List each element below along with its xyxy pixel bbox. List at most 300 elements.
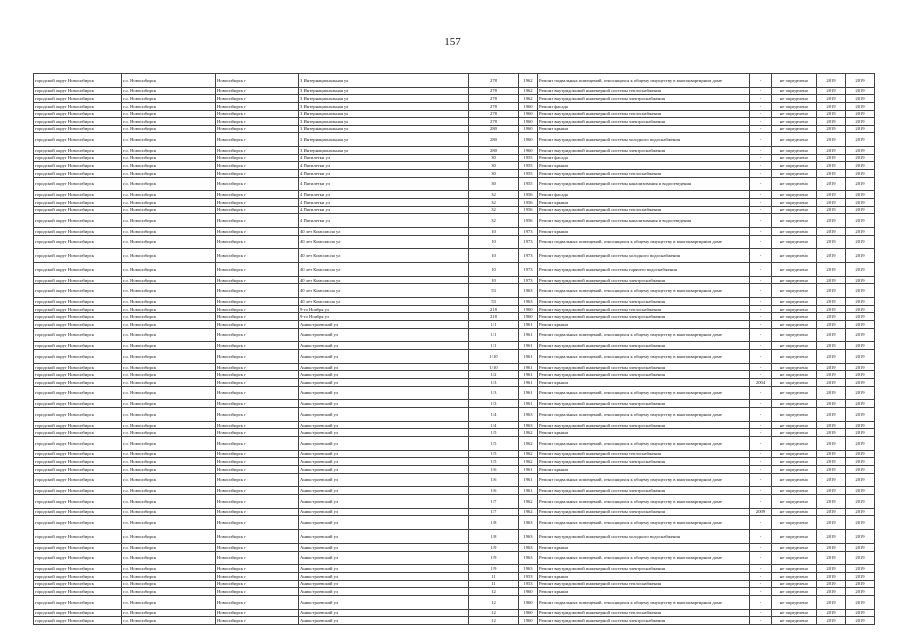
cell-status: не определено [772,458,817,466]
cell-start: 2019 [817,350,846,364]
cell-work: Ремонт внутридомовой инженерной системы электроснабжения [538,298,750,306]
cell-district: городской округ Новосибирск [34,133,122,147]
cell-locality: Новосибирск г [216,363,299,371]
cell-year: 1962 [519,494,538,508]
cell-district: городской округ Новосибирск [34,465,122,473]
cell-end: 2019 [846,408,875,422]
cell-street: 3 Интернациональная ул [299,87,469,95]
cell-district: городской округ Новосибирск [34,458,122,466]
cell-start: 2019 [817,118,846,126]
cell-city: г.о. Новосибирск [122,580,216,588]
cell-locality: Новосибирск г [216,162,299,170]
cell-end: 2019 [846,516,875,530]
cell-district: городской округ Новосибирск [34,450,122,458]
cell-end: 2019 [846,191,875,199]
cell-city: г.о. Новосибирск [122,530,216,544]
cell-year: 1960 [519,609,538,617]
cell-start: 2019 [817,588,846,596]
cell-blank: - [750,371,772,379]
cell-city: г.о. Новосибирск [122,617,216,625]
cell-blank: 2004 [750,379,772,387]
cell-year: 1953 [519,572,538,580]
cell-house: 10 [469,263,519,277]
table-row [34,516,875,530]
cell-city: г.о. Новосибирск [122,87,216,95]
cell-blank: - [750,328,772,342]
cell-locality: Новосибирск г [216,87,299,95]
cell-start: 2019 [817,87,846,95]
cell-locality: Новосибирск г [216,321,299,329]
cell-status: не определено [772,298,817,306]
cell-start: 2019 [817,177,846,191]
cell-city: г.о. Новосибирск [122,110,216,118]
cell-end: 2019 [846,617,875,625]
cell-city: г.о. Новосибирск [122,508,216,516]
cell-work: Ремонт внутридомовой инженерной системы теплоснабжения [538,450,750,458]
cell-start: 2019 [817,206,846,214]
cell-year: 1953 [519,580,538,588]
cell-end: 2019 [846,125,875,133]
cell-work: Ремонт подвальных помещений, относящихся к общему имуществу в многоквартирном доме [538,551,750,565]
cell-blank: - [750,408,772,422]
cell-start: 2019 [817,102,846,110]
cell-start: 2019 [817,235,846,249]
cell-locality: Новосибирск г [216,249,299,263]
cell-street: Аникстроевский ул [299,588,469,596]
cell-district: городской округ Новосибирск [34,87,122,95]
cell-locality: Новосибирск г [216,342,299,350]
cell-end: 2019 [846,363,875,371]
cell-district: городской округ Новосибирск [34,305,122,313]
cell-district: городской округ Новосибирск [34,102,122,110]
table-row [34,147,875,155]
table-row [34,421,875,429]
cell-locality: Новосибирск г [216,298,299,306]
cell-street: Аникстроевский ул [299,421,469,429]
cell-locality: Новосибирск г [216,508,299,516]
cell-blank: - [750,494,772,508]
cell-house: 1/7 [469,494,519,508]
table-row [34,363,875,371]
cell-year: 1961 [519,363,538,371]
cell-city: г.о. Новосибирск [122,276,216,284]
cell-work: Ремонт фасада [538,191,750,199]
table-row [34,609,875,617]
cell-street: 4 Пятилетки ул [299,214,469,228]
cell-house: 1/3 [469,379,519,387]
cell-work: Ремонт внутридомовой инженерной системы электроснабжения [538,147,750,155]
cell-end: 2019 [846,214,875,228]
cell-city: г.о. Новосибирск [122,429,216,437]
cell-status: не определено [772,617,817,625]
cell-street: Аникстроевский ул [299,572,469,580]
cell-work: Ремонт внутридомовой инженерной системы канализования и водоотведения [538,177,750,191]
cell-house: 12 [469,588,519,596]
cell-street: 3 Интернациональная ул [299,110,469,118]
cell-city: г.о. Новосибирск [122,191,216,199]
cell-status: не определено [772,421,817,429]
cell-city: г.о. Новосибирск [122,342,216,350]
cell-house: 280 [469,125,519,133]
cell-end: 2019 [846,74,875,88]
cell-blank: - [750,450,772,458]
cell-city: г.о. Новосибирск [122,235,216,249]
cell-start: 2019 [817,363,846,371]
cell-year: 1960 [519,595,538,609]
cell-street: Аникстроевский ул [299,580,469,588]
cell-end: 2019 [846,580,875,588]
cell-locality: Новосибирск г [216,572,299,580]
cell-blank: - [750,191,772,199]
cell-blank: - [750,74,772,88]
cell-end: 2019 [846,162,875,170]
cell-locality: Новосибирск г [216,595,299,609]
cell-status: не определено [772,162,817,170]
cell-year: 1962 [519,437,538,451]
table-row [34,235,875,249]
cell-blank: - [750,580,772,588]
cell-city: г.о. Новосибирск [122,494,216,508]
cell-house: 278 [469,102,519,110]
cell-start: 2019 [817,227,846,235]
cell-street: Аникстроевский ул [299,386,469,400]
cell-year: 1961 [519,400,538,408]
cell-district: городской округ Новосибирск [34,350,122,364]
cell-blank: - [750,102,772,110]
cell-street: 4 Пятилетки ул [299,198,469,206]
cell-city: г.о. Новосибирск [122,386,216,400]
cell-end: 2019 [846,530,875,544]
cell-start: 2019 [817,473,846,487]
cell-city: г.о. Новосибирск [122,408,216,422]
cell-status: не определено [772,305,817,313]
cell-end: 2019 [846,473,875,487]
table-row [34,350,875,364]
cell-end: 2019 [846,321,875,329]
cell-status: не определено [772,284,817,298]
cell-house: 30 [469,162,519,170]
cell-status: не определено [772,169,817,177]
table-row [34,125,875,133]
cell-locality: Новосибирск г [216,400,299,408]
cell-district: городской округ Новосибирск [34,609,122,617]
cell-house: 1/3 [469,400,519,408]
repair-schedule-table [33,73,875,625]
cell-street: 3 Интернациональная ул [299,118,469,126]
cell-blank: - [750,400,772,408]
cell-district: городской округ Новосибирск [34,494,122,508]
cell-locality: Новосибирск г [216,206,299,214]
cell-year: 1962 [519,74,538,88]
cell-status: не определено [772,87,817,95]
cell-year: 1963 [519,284,538,298]
cell-house: 280 [469,133,519,147]
cell-status: не определено [772,508,817,516]
cell-locality: Новосибирск г [216,379,299,387]
cell-year: 1960 [519,133,538,147]
cell-status: не определено [772,235,817,249]
table-row [34,342,875,350]
cell-start: 2019 [817,551,846,565]
cell-district: городской округ Новосибирск [34,328,122,342]
table-row [34,74,875,88]
table-row [34,177,875,191]
cell-status: не определено [772,74,817,88]
cell-locality: Новосибирск г [216,118,299,126]
cell-district: городской округ Новосибирск [34,421,122,429]
cell-year: 1963 [519,530,538,544]
cell-house: 1/10 [469,350,519,364]
cell-house: 218 [469,313,519,321]
cell-street: Аникстроевский ул [299,508,469,516]
table-row [34,450,875,458]
cell-blank: - [750,429,772,437]
cell-start: 2019 [817,147,846,155]
cell-locality: Новосибирск г [216,147,299,155]
cell-blank: - [750,487,772,495]
cell-work: Ремонт внутридомовой инженерной системы электроснабжения [538,118,750,126]
cell-house: 10 [469,227,519,235]
table-row [34,617,875,625]
cell-house: 1/4 [469,408,519,422]
cell-city: г.о. Новосибирск [122,133,216,147]
cell-blank: - [750,421,772,429]
cell-start: 2019 [817,543,846,551]
cell-status: не определено [772,263,817,277]
cell-start: 2019 [817,313,846,321]
cell-status: не определено [772,494,817,508]
cell-end: 2019 [846,371,875,379]
cell-city: г.о. Новосибирск [122,74,216,88]
cell-city: г.о. Новосибирск [122,321,216,329]
cell-end: 2019 [846,95,875,103]
cell-year: 1960 [519,110,538,118]
cell-end: 2019 [846,421,875,429]
table-row [34,206,875,214]
cell-street: Аникстроевский ул [299,551,469,565]
cell-street: 40 лет Комсомола ул [299,263,469,277]
cell-city: г.о. Новосибирск [122,305,216,313]
cell-house: 32 [469,214,519,228]
cell-district: городской округ Новосибирск [34,118,122,126]
cell-start: 2019 [817,530,846,544]
cell-city: г.о. Новосибирск [122,421,216,429]
cell-locality: Новосибирск г [216,95,299,103]
cell-locality: Новосибирск г [216,74,299,88]
cell-locality: Новосибирск г [216,350,299,364]
cell-year: 1961 [519,328,538,342]
cell-blank: - [750,305,772,313]
cell-start: 2019 [817,249,846,263]
cell-end: 2019 [846,249,875,263]
cell-blank: - [750,363,772,371]
table-row [34,102,875,110]
table-row [34,110,875,118]
cell-end: 2019 [846,437,875,451]
cell-start: 2019 [817,487,846,495]
cell-house: 1/8 [469,516,519,530]
cell-year: 1960 [519,313,538,321]
cell-status: не определено [772,580,817,588]
cell-city: г.о. Новосибирск [122,465,216,473]
cell-start: 2019 [817,595,846,609]
cell-work: Ремонт крыши [538,588,750,596]
cell-status: не определено [772,249,817,263]
cell-city: г.о. Новосибирск [122,588,216,596]
cell-house: 1/8 [469,530,519,544]
cell-blank: - [750,530,772,544]
cell-house: 1/6 [469,487,519,495]
cell-end: 2019 [846,87,875,95]
cell-city: г.о. Новосибирск [122,147,216,155]
cell-house: 1/1 [469,321,519,329]
cell-city: г.о. Новосибирск [122,263,216,277]
cell-work: Ремонт внутридомовой инженерной системы холодного водоснабжения [538,249,750,263]
cell-city: г.о. Новосибирск [122,450,216,458]
table-row [34,565,875,573]
cell-street: 3 Интернациональная ул [299,95,469,103]
cell-locality: Новосибирск г [216,494,299,508]
cell-house: 32 [469,198,519,206]
cell-blank: - [750,609,772,617]
cell-locality: Новосибирск г [216,235,299,249]
cell-street: Аникстроевский ул [299,400,469,408]
cell-status: не определено [772,516,817,530]
cell-district: городской округ Новосибирск [34,191,122,199]
cell-blank: - [750,249,772,263]
cell-locality: Новосибирск г [216,465,299,473]
cell-house: 53 [469,298,519,306]
cell-city: г.о. Новосибирск [122,162,216,170]
cell-street: Аникстроевский ул [299,437,469,451]
cell-locality: Новосибирск г [216,169,299,177]
cell-locality: Новосибирск г [216,437,299,451]
cell-city: г.о. Новосибирск [122,95,216,103]
cell-district: городской округ Новосибирск [34,595,122,609]
cell-city: г.о. Новосибирск [122,565,216,573]
cell-district: городской округ Новосибирск [34,516,122,530]
cell-year: 1961 [519,321,538,329]
cell-blank: - [750,154,772,162]
cell-status: не определено [772,565,817,573]
cell-street: Аникстроевский ул [299,473,469,487]
cell-district: городской округ Новосибирск [34,580,122,588]
cell-street: 3 Интернациональная ул [299,147,469,155]
cell-house: 278 [469,110,519,118]
cell-district: городской округ Новосибирск [34,125,122,133]
cell-house: 1/5 [469,450,519,458]
table-row [34,487,875,495]
cell-street: 9-го Ноября ул [299,305,469,313]
cell-work: Ремонт подвальных помещений, относящихся к общему имуществу в многоквартирном доме [538,595,750,609]
cell-district: городской округ Новосибирск [34,206,122,214]
cell-start: 2019 [817,580,846,588]
cell-work: Ремонт внутридомовой инженерной системы теплоснабжения [538,110,750,118]
cell-street: Аникстроевский ул [299,350,469,364]
cell-work: Ремонт подвальных помещений, относящихся к общему имуществу в многоквартирном доме [538,328,750,342]
cell-locality: Новосибирск г [216,543,299,551]
cell-house: 1/9 [469,543,519,551]
table-body [34,74,875,625]
cell-house: 10 [469,235,519,249]
cell-status: не определено [772,572,817,580]
cell-work: Ремонт подвальных помещений, относящихся к общему имуществу в многоквартирном доме [538,437,750,451]
cell-status: не определено [772,371,817,379]
cell-work: Ремонт подвальных помещений, относящихся к общему имуществу в многоквартирном доме [538,473,750,487]
cell-district: городской округ Новосибирск [34,313,122,321]
cell-start: 2019 [817,328,846,342]
cell-street: 3 Интернациональная ул [299,102,469,110]
cell-work: Ремонт фасада [538,102,750,110]
cell-locality: Новосибирск г [216,458,299,466]
cell-blank: - [750,617,772,625]
table-row [34,386,875,400]
cell-work: Ремонт крыши [538,227,750,235]
table-row [34,551,875,565]
cell-work: Ремонт внутридомовой инженерной системы электроснабжения [538,371,750,379]
cell-street: 40 лет Комсомола ул [299,284,469,298]
cell-street: 3 Интернациональная ул [299,125,469,133]
cell-house: 10 [469,249,519,263]
cell-locality: Новосибирск г [216,516,299,530]
cell-end: 2019 [846,198,875,206]
cell-work: Ремонт крыши [538,162,750,170]
table-row [34,508,875,516]
cell-locality: Новосибирск г [216,371,299,379]
cell-year: 1973 [519,235,538,249]
cell-year: 1955 [519,169,538,177]
cell-city: г.о. Новосибирск [122,125,216,133]
cell-start: 2019 [817,379,846,387]
cell-district: городской округ Новосибирск [34,371,122,379]
cell-street: Аникстроевский ул [299,609,469,617]
table-row [34,87,875,95]
cell-blank: - [750,95,772,103]
cell-end: 2019 [846,400,875,408]
cell-work: Ремонт внутридомовой инженерной системы холодного водоснабжения [538,530,750,544]
cell-year: 1973 [519,263,538,277]
table-row [34,379,875,387]
cell-start: 2019 [817,458,846,466]
cell-house: 1/6 [469,465,519,473]
cell-year: 1960 [519,617,538,625]
cell-work: Ремонт крыши [538,379,750,387]
cell-start: 2019 [817,421,846,429]
cell-city: г.о. Новосибирск [122,473,216,487]
cell-year: 1960 [519,102,538,110]
cell-start: 2019 [817,508,846,516]
cell-street: 3 Интернациональная ул [299,74,469,88]
cell-locality: Новосибирск г [216,487,299,495]
cell-status: не определено [772,313,817,321]
cell-house: 1/1 [469,328,519,342]
cell-district: городской округ Новосибирск [34,298,122,306]
cell-district: городской округ Новосибирск [34,379,122,387]
cell-end: 2019 [846,350,875,364]
cell-status: не определено [772,350,817,364]
cell-city: г.о. Новосибирск [122,169,216,177]
cell-status: не определено [772,154,817,162]
cell-blank: - [750,177,772,191]
cell-district: городской округ Новосибирск [34,565,122,573]
cell-end: 2019 [846,342,875,350]
cell-end: 2019 [846,118,875,126]
table-row [34,321,875,329]
cell-street: 4 Пятилетки ул [299,154,469,162]
cell-house: 1/7 [469,508,519,516]
cell-status: не определено [772,363,817,371]
cell-district: городской округ Новосибирск [34,551,122,565]
